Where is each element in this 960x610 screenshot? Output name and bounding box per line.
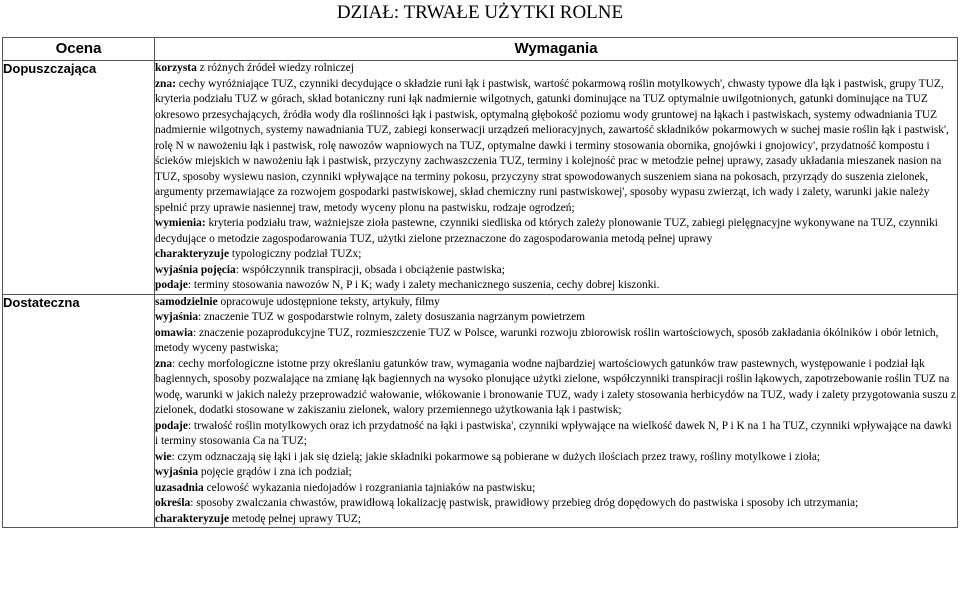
requirement-keyword: wyjaśnia pojęcia xyxy=(155,263,236,276)
requirement-item xyxy=(155,61,957,77)
requirement-text: : cechy morfologiczne istotne przy określaniu gatunków traw, wymagania wodne najbardziej wartościowych gatunków traw pastewnych, występowanie i podział łąk bagiennych, sposoby pozwalające na zmianę łąk bagiennych na wysoko plonujące użytki zielone, współczynniki transpiracji roślin łąkowych, zapotrzebowanie roślin TUZ na wodę, warunki w jakich należy przeprowadzić wałowanie, włókowanie i bronowanie TUZ, wady i zalety stosowania herbicydów na TUZ, wady i zalety przygotowania suszu z zielonek, dodatki stosowane w zakiszaniu zielonek, walory przemiennego użytkowania łąk i pastwisk; xyxy=(155,357,956,416)
requirement-text: : terminy stosowania nawozów N, P i K; wady i zalety mechanicznego suszenia, cechy dobrej kiszonki. xyxy=(187,279,660,291)
requirement-item xyxy=(155,481,957,497)
requirement-item xyxy=(155,295,957,311)
table-row-dopuszczajaca xyxy=(3,61,958,295)
requirement-keyword: zna xyxy=(155,357,173,370)
requirement-keyword: wie xyxy=(155,450,172,463)
requirement-text: : współczynnik transpiracji, obsada i obciążenie pastwiska; xyxy=(235,263,505,276)
requirement-item xyxy=(155,512,957,528)
requirement-item xyxy=(155,465,957,481)
requirement-text: pojęcie grądów i zna ich podział; xyxy=(198,466,352,478)
header-requirements: Wymagania xyxy=(155,38,958,61)
requirements-cell xyxy=(155,61,958,295)
requirement-text: typologiczny podział TUZx; xyxy=(229,248,362,260)
requirement-keyword: zna: xyxy=(155,77,176,90)
requirement-text: : znaczenie pozaprodukcyjne TUZ, rozmieszczenie TUZ w Polsce, warunki rozwoju zbiorowisk roślin wartościowych, sposób zakładania ókólników i obór letnich, metody wyceny pastwiska; xyxy=(155,326,939,354)
requirement-item xyxy=(155,326,957,357)
requirements-cell xyxy=(155,294,958,528)
grade-label: Dostateczna xyxy=(3,294,155,528)
table-row-dostateczna xyxy=(3,294,958,528)
requirement-keyword: omawia xyxy=(155,326,193,339)
requirement-text: : czym odznaczają się łąki i jak się dzielą; jakie składniki pokarmowe są pobierane w dużych ilościach przez trawy, rośliny motylkowe i zioła; xyxy=(171,450,821,463)
header-grade: Ocena xyxy=(3,38,155,61)
requirement-keyword: korzysta xyxy=(155,62,197,74)
requirement-text: z różnych źródeł wiedzy rolniczej xyxy=(196,62,354,74)
requirement-item xyxy=(155,310,957,326)
requirement-keyword: wymienia: xyxy=(155,217,206,229)
requirement-text: metodę pełnej uprawy TUZ; xyxy=(229,512,362,525)
requirement-keyword: charakteryzuje xyxy=(155,248,230,260)
requirement-keyword: samodzielnie xyxy=(155,295,218,308)
requirement-text: celowość wykazania niedojadów i rozgraniania tajniaków na pastwisku; xyxy=(203,481,536,494)
requirement-item xyxy=(155,216,957,247)
grade-label: Dopuszczająca xyxy=(3,61,155,295)
requirement-keyword: określa xyxy=(155,497,191,509)
requirement-text: : trwałość roślin motylkowych oraz ich przydatność na łąki i pastwiska', czynniki wpływające na wielkość dawek N, P i K na 1 ha TUZ, czynniki wpływające na dawki i terminy stosowania Ca na TUZ; xyxy=(155,419,952,447)
requirement-item xyxy=(155,419,957,450)
requirement-keyword: wyjaśnia xyxy=(155,466,199,478)
requirement-keyword: podaje xyxy=(155,419,188,432)
requirement-keyword: uzasadnia xyxy=(155,481,204,494)
requirement-text: opracowuje udostępnione teksty, artykuły, filmy xyxy=(217,295,440,308)
page-title: DZIAŁ: TRWAŁE UŻYTKI ROLNE xyxy=(336,2,624,23)
requirement-text: : sposoby zwalczania chwastów, prawidłową lokalizację pastwisk, prawidłowy przebieg dróg dopędowych do pastwiska i sposoby ich utrzymania; xyxy=(190,497,859,509)
requirement-keyword: wyjaśnia xyxy=(155,311,199,323)
requirement-keyword: charakteryzuje xyxy=(155,512,230,525)
requirement-item xyxy=(155,496,957,512)
requirement-item xyxy=(155,278,957,294)
requirement-text: kryteria podziału traw, ważniejsze zioła pastewne, czynniki siedliska od których zależy plonowanie TUZ, zabiegi pielęgnacyjne wykonywane na TUZ, czynniki decydujące o metodzie zagospodarowania TUZ, użytki zielone przeznaczone do zagospodarowania metodą pełnej uprawy xyxy=(155,217,938,245)
table-header-row xyxy=(3,38,958,61)
requirement-text: cechy wyróżniające TUZ, czynniki decydujące o składzie runi łąk i pastwisk, wartość pokarmową roślin motylkowych', chwasty typowe dla łąk i pastwisk, grupy TUZ, kryteria podziału TUZ w górach, skład botaniczny runi łąk nadmiernie wilgotnych, gatunki dominujące na TUZ optymalnie uwilgotnionych, gatunki dominujące na TUZ okresowo przesychających, źródła wody dla roślinności łąk i pastwisk, optymalną głębokość poziomu wody gruntowej na łąkach i pastwiskach, systemy odwadniania TUZ nadmiernie wilgotnych, systemy nawadniania TUZ, zabiegi konserwacji urządzeń melioracyjnych, zawartość składników pokarmowych w suchej masie roślin łąk i pastwisk', rolę N w nawożeniu łąk i pastwisk, rolę nawozów wapniowych na TUZ, optymalne dawki i terminy stosowania obornika, gnojówki i gnojowicy', przydatność kompostu i ścieków miejskich w nawożeniu łąk i pastwisk, przyczyny zachwaszczenia TUZ, terminy i kolejność prac w metodzie pełnej uprawy, zasady układania mieszanek nasion na TUZ, sposoby wysiewu nasion, czynniki wpływające na terminy pokosu, przyczyny strat spowodowanych suszeniem siana na pokosach, przyrządy do suszenia zielonek, argumenty przemawiające za rozwojem gospodarki pastwiskowej, skład chemiczny runi pastwiskowej', sposoby wypasu zwierząt, ich wady i zalety, warunki jakie należy spełnić przy uprawie nasiennej traw, metody wyceny plonu na pastwisku, rodzaje ogrodzeń; xyxy=(155,77,949,214)
requirements-table xyxy=(2,37,958,528)
requirement-keyword: podaje xyxy=(155,279,188,291)
requirement-item xyxy=(155,247,957,263)
requirement-item xyxy=(155,357,957,419)
requirement-item xyxy=(155,450,957,466)
requirement-item xyxy=(155,263,957,279)
requirement-item xyxy=(155,77,957,217)
requirement-text: : znaczenie TUZ w gospodarstwie rolnym, zalety dosuszania nagrzanym powietrzem xyxy=(198,311,585,323)
